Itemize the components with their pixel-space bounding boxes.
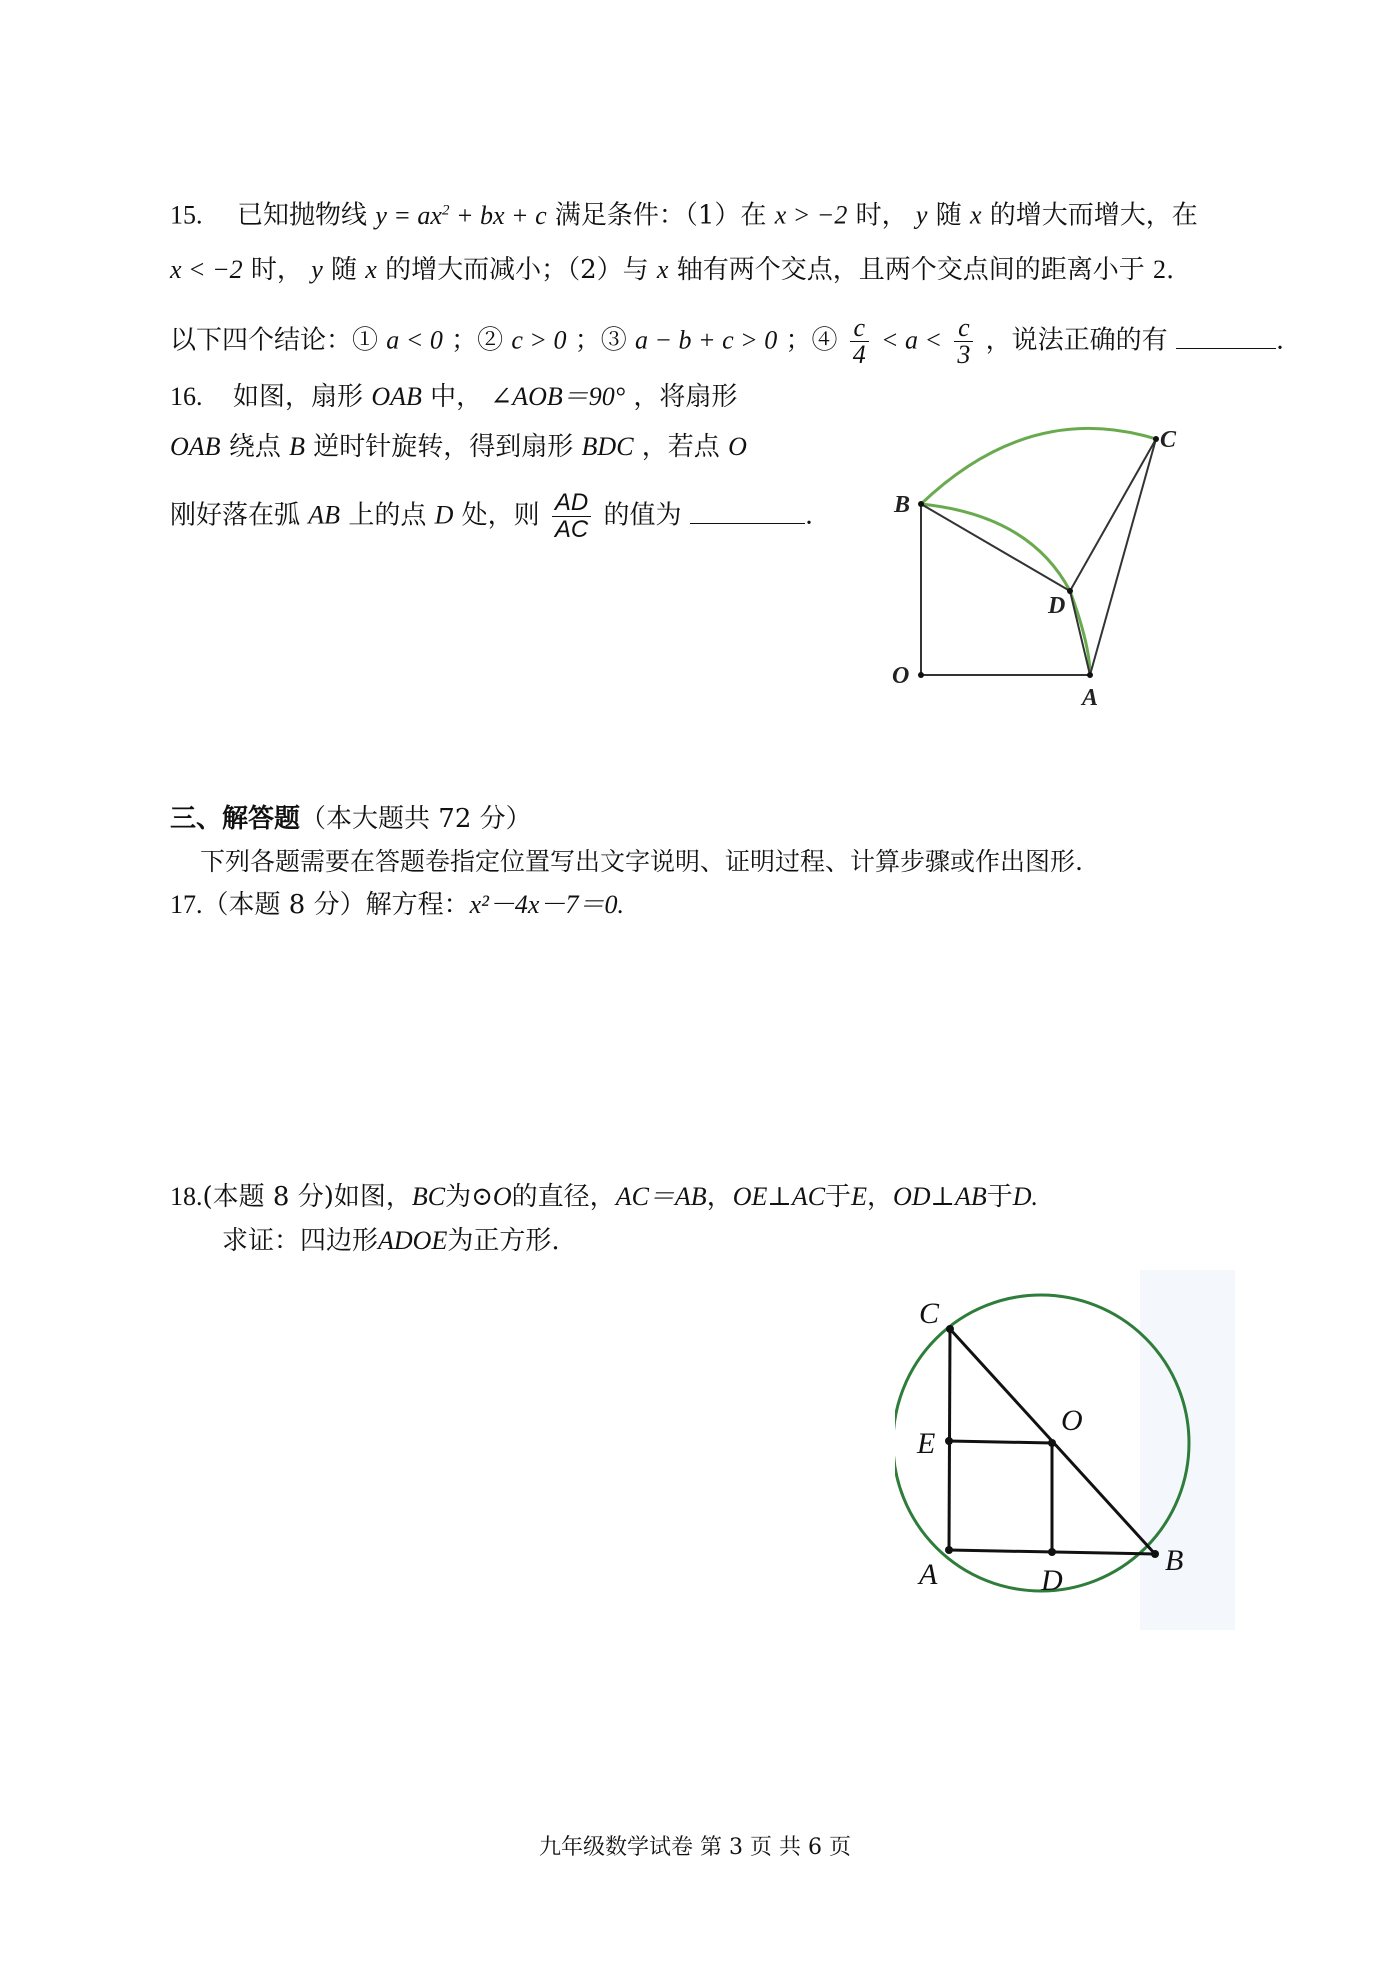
q15-line-3: 以下四个结论：① a < 0 ；② c > 0 ；③ a − b + c > 0 ；④ $\frac{c}{4}$ < a < $\frac{c}{3}$ ，说法正确的有 . [170,313,1285,369]
label-b: B [894,492,911,518]
fraction-ad-over-ac: $\frac{AD}{AC}$ [552,490,591,543]
label-a: A [1082,685,1099,711]
q18-figure [895,1270,1235,1630]
segment-bd [921,504,1070,591]
section-3-heading: 三、解答题（本大题共 72 分） [170,804,532,834]
arc-bc [921,428,1156,504]
label-b: B [1165,1544,1184,1577]
segment-ca [1090,439,1156,675]
page-footer: 九年级数学试卷 第 3 页 共 6 页 [539,1835,851,1860]
q15-answer-blank [1176,324,1276,349]
label-o: O [1061,1404,1083,1437]
segment-da [1070,591,1090,675]
q16-line-3: 刚好落在弧 AB 上的点 D 处，则 $\frac{AD}{AC}$ 的值为 . [170,489,814,543]
q18-line-2: 求证：四边形ADOE为正方形. [222,1226,560,1256]
q16-line-2: OAB 绕点 B 逆时针旋转，得到扇形 BDC ，若点 O [170,432,747,462]
label-o: O [892,663,910,689]
q15-line-1: 15. 已知抛物线 $y = ax^2$ + bx + c 满足条件：（1）在 x > −2 时， y 随 x 的增大而增大，在 [170,200,1198,231]
fraction-c-over-3: $\frac{c}{3}$ [954,315,973,368]
segment-dc [1070,439,1156,591]
q16-answer-blank [690,499,805,524]
label-c: C [919,1297,940,1330]
q15-text: 已知抛物线 [237,200,368,231]
q15-line-2: x < −2 时， y 随 x 的增大而减小；（2）与 x 轴有两个交点，且两个交点间的距离小于 2. [170,255,1175,285]
section-3-instruction: 下列各题需要在答题卷指定位置写出文字说明、证明过程、计算步骤或作出图形. [200,847,1083,876]
arc-bda [921,504,1090,675]
q17-line: 17.（本题 8 分）解方程：x²－4x－7＝0. [170,890,624,920]
label-a: A [919,1558,938,1591]
q18-line-1: 18.(本题 8 分)如图，BC为⊙O的直径，AC＝AB，OE⊥AC于E，OD⊥AB于D. [170,1182,1039,1212]
q15-equation: $y = ax^2$ + bx + c [375,200,547,230]
label-d: D [1048,593,1066,619]
q15-number: 15. [170,200,203,230]
fraction-c-over-4: $\frac{c}{4}$ [850,315,869,368]
label-d: D [1041,1564,1063,1597]
q16-line-1: 16. 如图，扇形 OAB 中， ∠AOB＝90° ，将扇形 [170,382,738,412]
segment-eo [949,1441,1052,1443]
label-e: E [917,1427,936,1460]
label-c: C [1160,427,1177,453]
q16-figure [880,415,1220,715]
